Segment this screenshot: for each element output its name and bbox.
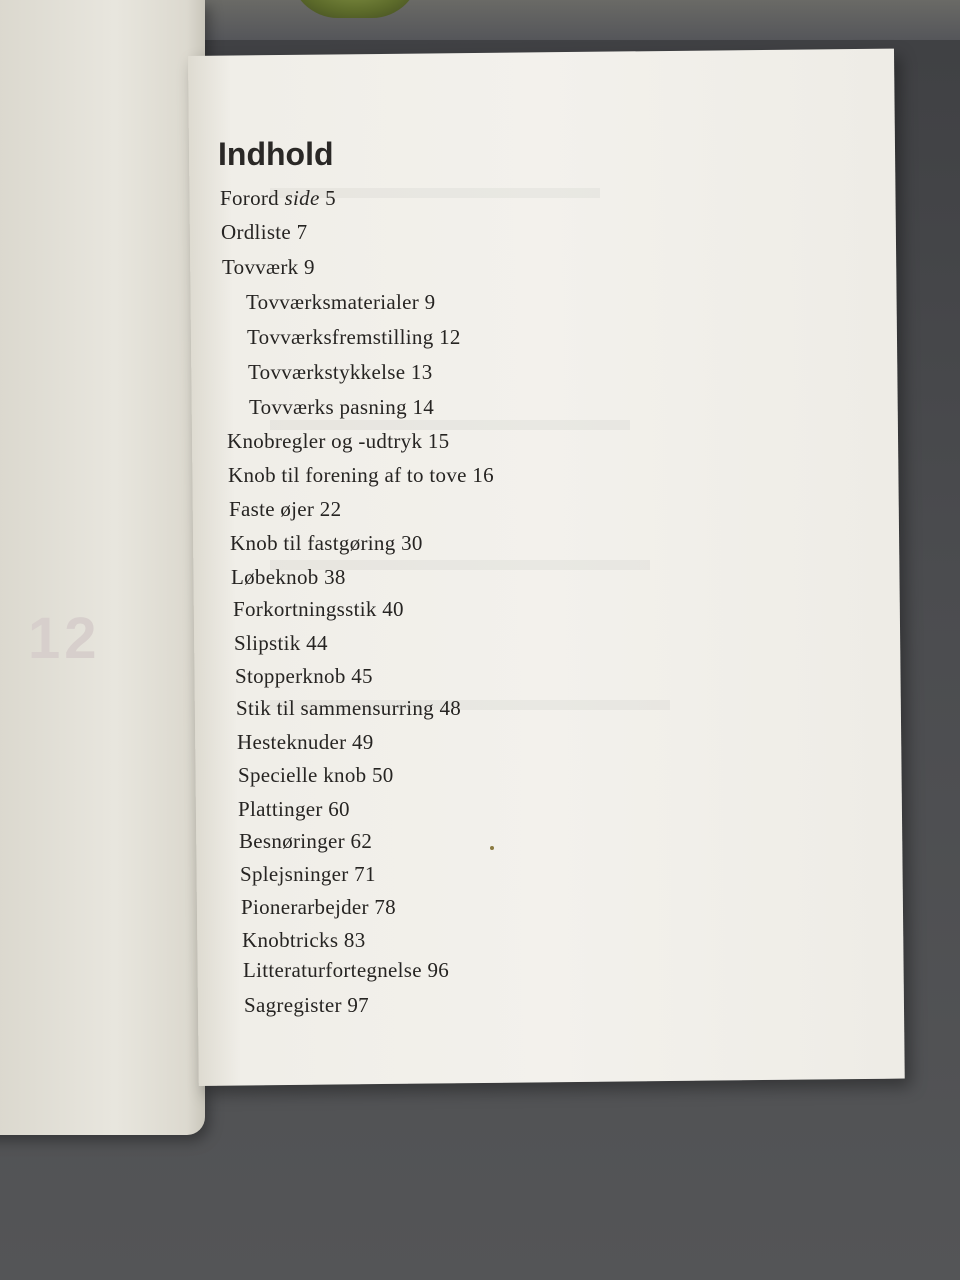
toc-entry-label: Pionerarbejder [241, 895, 369, 919]
toc-entry [241, 895, 396, 920]
paper-speck [490, 846, 494, 850]
toc-entry-label: Splejsninger [240, 862, 349, 886]
toc-entry-page: 13 [410, 360, 433, 384]
toc-entry [244, 993, 369, 1018]
toc-entry-label: Knob til fastgøring [230, 531, 396, 555]
toc-entry-label: Ordliste [221, 220, 292, 244]
toc-entry [249, 395, 434, 420]
toc-entry-label: Knob til forening af to tove [228, 463, 467, 487]
toc-entry [229, 497, 341, 522]
toc-entry-page: 62 [350, 829, 373, 853]
toc-entry [248, 360, 433, 385]
toc-entry [246, 290, 435, 315]
toc-entry-page: 12 [439, 325, 461, 349]
page-title: Indhold [218, 136, 334, 172]
toc-side-word: side [284, 186, 320, 210]
toc-entry [239, 829, 372, 854]
toc-entry-label: Litteraturfortegnelse [243, 958, 422, 982]
toc-entry-label: Tovværks pasning [249, 395, 407, 419]
toc-entry-page: 30 [401, 531, 423, 555]
toc-entry-label: Stik til sammensurring [236, 696, 434, 720]
toc-entry [238, 797, 350, 822]
toc-entry-page: 44 [306, 631, 328, 655]
toc-entry-label: Tovværk [222, 255, 299, 279]
toc-entry-label: Slipstik [234, 631, 301, 655]
toc-entry-page: 48 [439, 696, 462, 720]
toc-entry-label: Tovværksmaterialer [246, 290, 420, 314]
toc-entry [230, 531, 423, 556]
toc-entry-page: 60 [328, 797, 350, 821]
toc-entry-label: Forord [220, 186, 279, 210]
left-page [0, 0, 205, 1135]
toc-entry [243, 958, 449, 983]
toc-entry-label: Knobtricks [242, 928, 339, 952]
toc-entry-label: Tovværksfremstilling [247, 325, 434, 349]
toc-entry-page: 7 [296, 220, 308, 244]
toc-entry [221, 220, 307, 245]
toc-entry-label: Plattinger [238, 797, 323, 821]
toc-entry-page: 49 [352, 730, 374, 754]
left-page-number: 12 [28, 606, 101, 671]
toc-entry-page: 96 [427, 958, 450, 982]
toc-entry-page: 97 [347, 993, 369, 1017]
toc-entry [242, 928, 366, 953]
toc-entry [231, 565, 346, 590]
toc-entry-forord [220, 186, 336, 211]
toc-entry [222, 255, 315, 280]
toc-entry [235, 664, 373, 689]
toc-entry [240, 862, 376, 887]
toc-entry-label: Forkortningsstik [233, 597, 377, 621]
toc-entry-page: 22 [319, 497, 342, 521]
toc-entry [233, 597, 404, 622]
toc-entry-page: 14 [412, 395, 435, 419]
toc-entry-page: 71 [354, 862, 376, 886]
toc-entry [227, 429, 449, 454]
toc-entry-label: Knobregler og -udtryk [227, 429, 423, 453]
toc-entry-page: 78 [374, 895, 396, 919]
toc-entry-page: 16 [472, 463, 494, 487]
toc-entry [236, 696, 461, 721]
toc-entry-label: Sagregister [244, 993, 342, 1017]
toc-entry [234, 631, 328, 656]
toc-entry-page: 50 [371, 763, 394, 787]
toc-entry-page: 15 [427, 429, 450, 453]
toc-entry-label: Hesteknuder [237, 730, 347, 754]
toc-entry-label: Specielle knob [238, 763, 367, 787]
toc-entry [228, 463, 494, 488]
toc-entry-page: 38 [324, 565, 346, 589]
toc-entry [247, 325, 461, 350]
toc-entry-page: 83 [343, 928, 366, 952]
toc-entry [238, 763, 394, 788]
toc-entry-page: 5 [325, 186, 336, 210]
toc-entry-label: Besnøringer [239, 829, 345, 853]
toc-entry-label: Løbeknob [231, 565, 319, 589]
toc-entry-page: 45 [351, 664, 373, 688]
toc-entry-page: 9 [304, 255, 315, 279]
toc-entry [237, 730, 374, 755]
toc-entry-label: Tovværkstykkelse [248, 360, 406, 384]
toc-entry-label: Stopperknob [235, 664, 346, 688]
toc-entry-page: 9 [424, 290, 436, 314]
toc-entry-page: 40 [382, 597, 404, 621]
toc-entry-label: Faste øjer [229, 497, 315, 521]
